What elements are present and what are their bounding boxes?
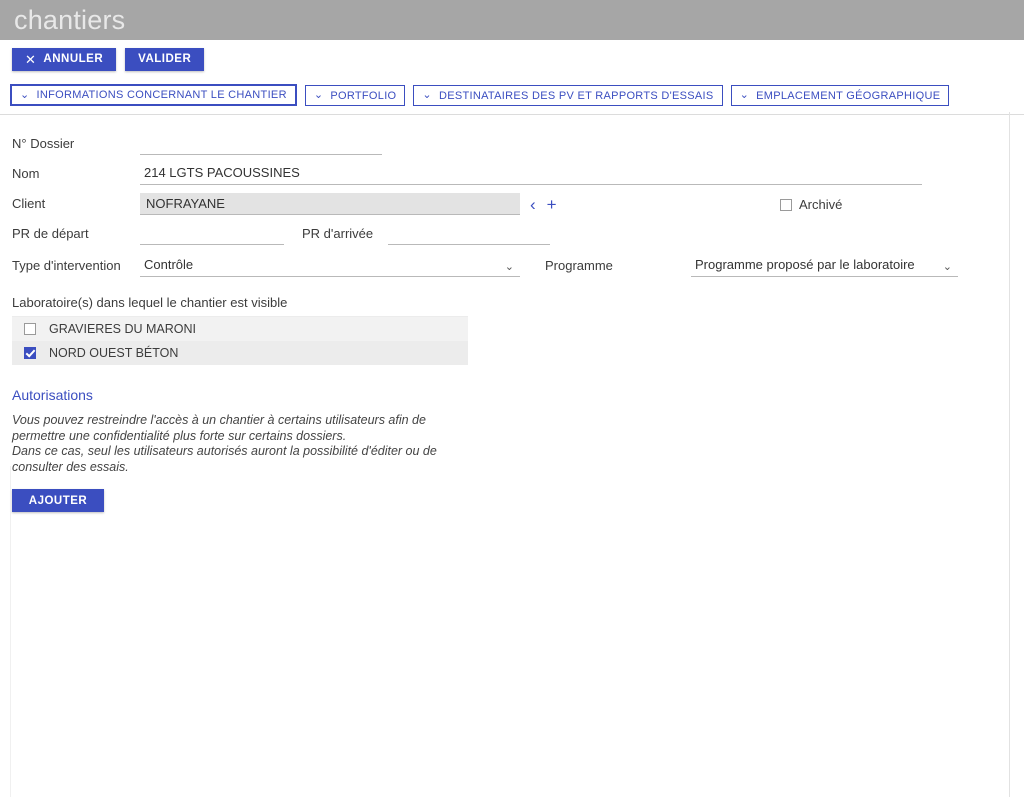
chevron-down-icon: ⌄: [422, 89, 432, 101]
validate-button-label: VALIDER: [138, 53, 192, 65]
cancel-button[interactable]: [12, 48, 116, 71]
archived-label: Archivé: [799, 197, 843, 212]
labs-title: Laboratoire(s) dans lequel le chantier est visible: [12, 295, 288, 310]
tab-label: INFORMATIONS CONCERNANT LE CHANTIER: [36, 89, 287, 101]
right-divider: [1009, 112, 1010, 797]
field-row-client: [12, 185, 1012, 215]
nom-input[interactable]: [140, 164, 922, 185]
action-bar: [0, 40, 1024, 78]
left-divider: [10, 466, 11, 797]
type-intervention-select-wrap: [140, 255, 520, 277]
tab-informations-chantier[interactable]: [10, 84, 297, 106]
plus-icon[interactable]: +: [546, 195, 557, 214]
page-title: chantiers: [14, 5, 126, 35]
lab-checkbox[interactable]: [24, 347, 36, 359]
cancel-button-label: ANNULER: [43, 53, 104, 65]
tab-bar: [0, 78, 1024, 106]
close-icon: ✕: [25, 51, 37, 67]
list-item[interactable]: [12, 341, 468, 365]
chevron-down-icon: ⌄: [739, 89, 750, 101]
programme-select-wrap: [691, 255, 958, 277]
programme-label: Programme: [545, 258, 613, 273]
validate-button[interactable]: [125, 48, 204, 71]
pr-arrivee-label: PR d'arrivée: [302, 226, 374, 241]
labs-list: [12, 316, 468, 365]
programme-select[interactable]: [691, 255, 958, 277]
tab-portfolio[interactable]: [305, 85, 406, 106]
field-row-type-intervention: [12, 245, 1012, 277]
archived-field: [780, 197, 842, 212]
chevron-down-icon: ⌄: [20, 88, 30, 101]
tab-destinataires-pv[interactable]: [413, 85, 722, 106]
lab-label: GRAVIERES DU MARONI: [49, 322, 197, 336]
pr-depart-label: PR de départ: [12, 226, 89, 241]
chevron-down-icon: ⌄: [504, 261, 514, 273]
tab-label: PORTFOLIO: [330, 89, 397, 102]
pr-arrivee-input[interactable]: [388, 224, 550, 245]
lab-checkbox[interactable]: [24, 323, 36, 335]
type-intervention-label: Type d'intervention: [12, 258, 121, 273]
dossier-input[interactable]: [140, 134, 382, 155]
field-row-nom: [12, 155, 1012, 185]
client-input[interactable]: [140, 193, 520, 215]
field-row-pr: [12, 215, 1012, 245]
field-row-dossier: [12, 125, 1012, 155]
lab-label: NORD OUEST BÉTON: [49, 346, 179, 360]
client-nav-icons: [530, 196, 557, 215]
type-intervention-select[interactable]: [140, 255, 520, 277]
chevron-left-icon[interactable]: ‹: [530, 195, 536, 214]
app-header: [0, 0, 1024, 40]
list-item[interactable]: [12, 317, 468, 341]
tab-label: DESTINATAIRES DES PV ET RAPPORTS D'ESSAIS: [438, 89, 714, 102]
client-label: Client: [12, 196, 46, 211]
dossier-label: N° Dossier: [12, 136, 75, 151]
tab-label: EMPLACEMENT GÉOGRAPHIQUE: [756, 89, 941, 102]
archived-checkbox[interactable]: [780, 199, 792, 211]
chantier-form: [0, 115, 1024, 512]
add-authorization-button[interactable]: [12, 489, 104, 512]
chevron-down-icon: ⌄: [313, 89, 324, 101]
nom-label: Nom: [12, 166, 40, 181]
pr-depart-input[interactable]: [140, 224, 284, 245]
add-authorization-label: AJOUTER: [28, 494, 88, 507]
chevron-down-icon: ⌄: [942, 261, 952, 273]
autorisations-title: Autorisations: [12, 387, 93, 403]
tab-emplacement-geographique[interactable]: [731, 85, 950, 106]
autorisations-description: Vous pouvez restreindre l'accès à un chantier à certains utilisateurs afin de permettre une confidentialité plus forte sur certains dossiers. Dans ce cas, seul les utilisateurs autorisés auront la possibilité d'éditer ou de consulter des essais.: [12, 413, 437, 474]
